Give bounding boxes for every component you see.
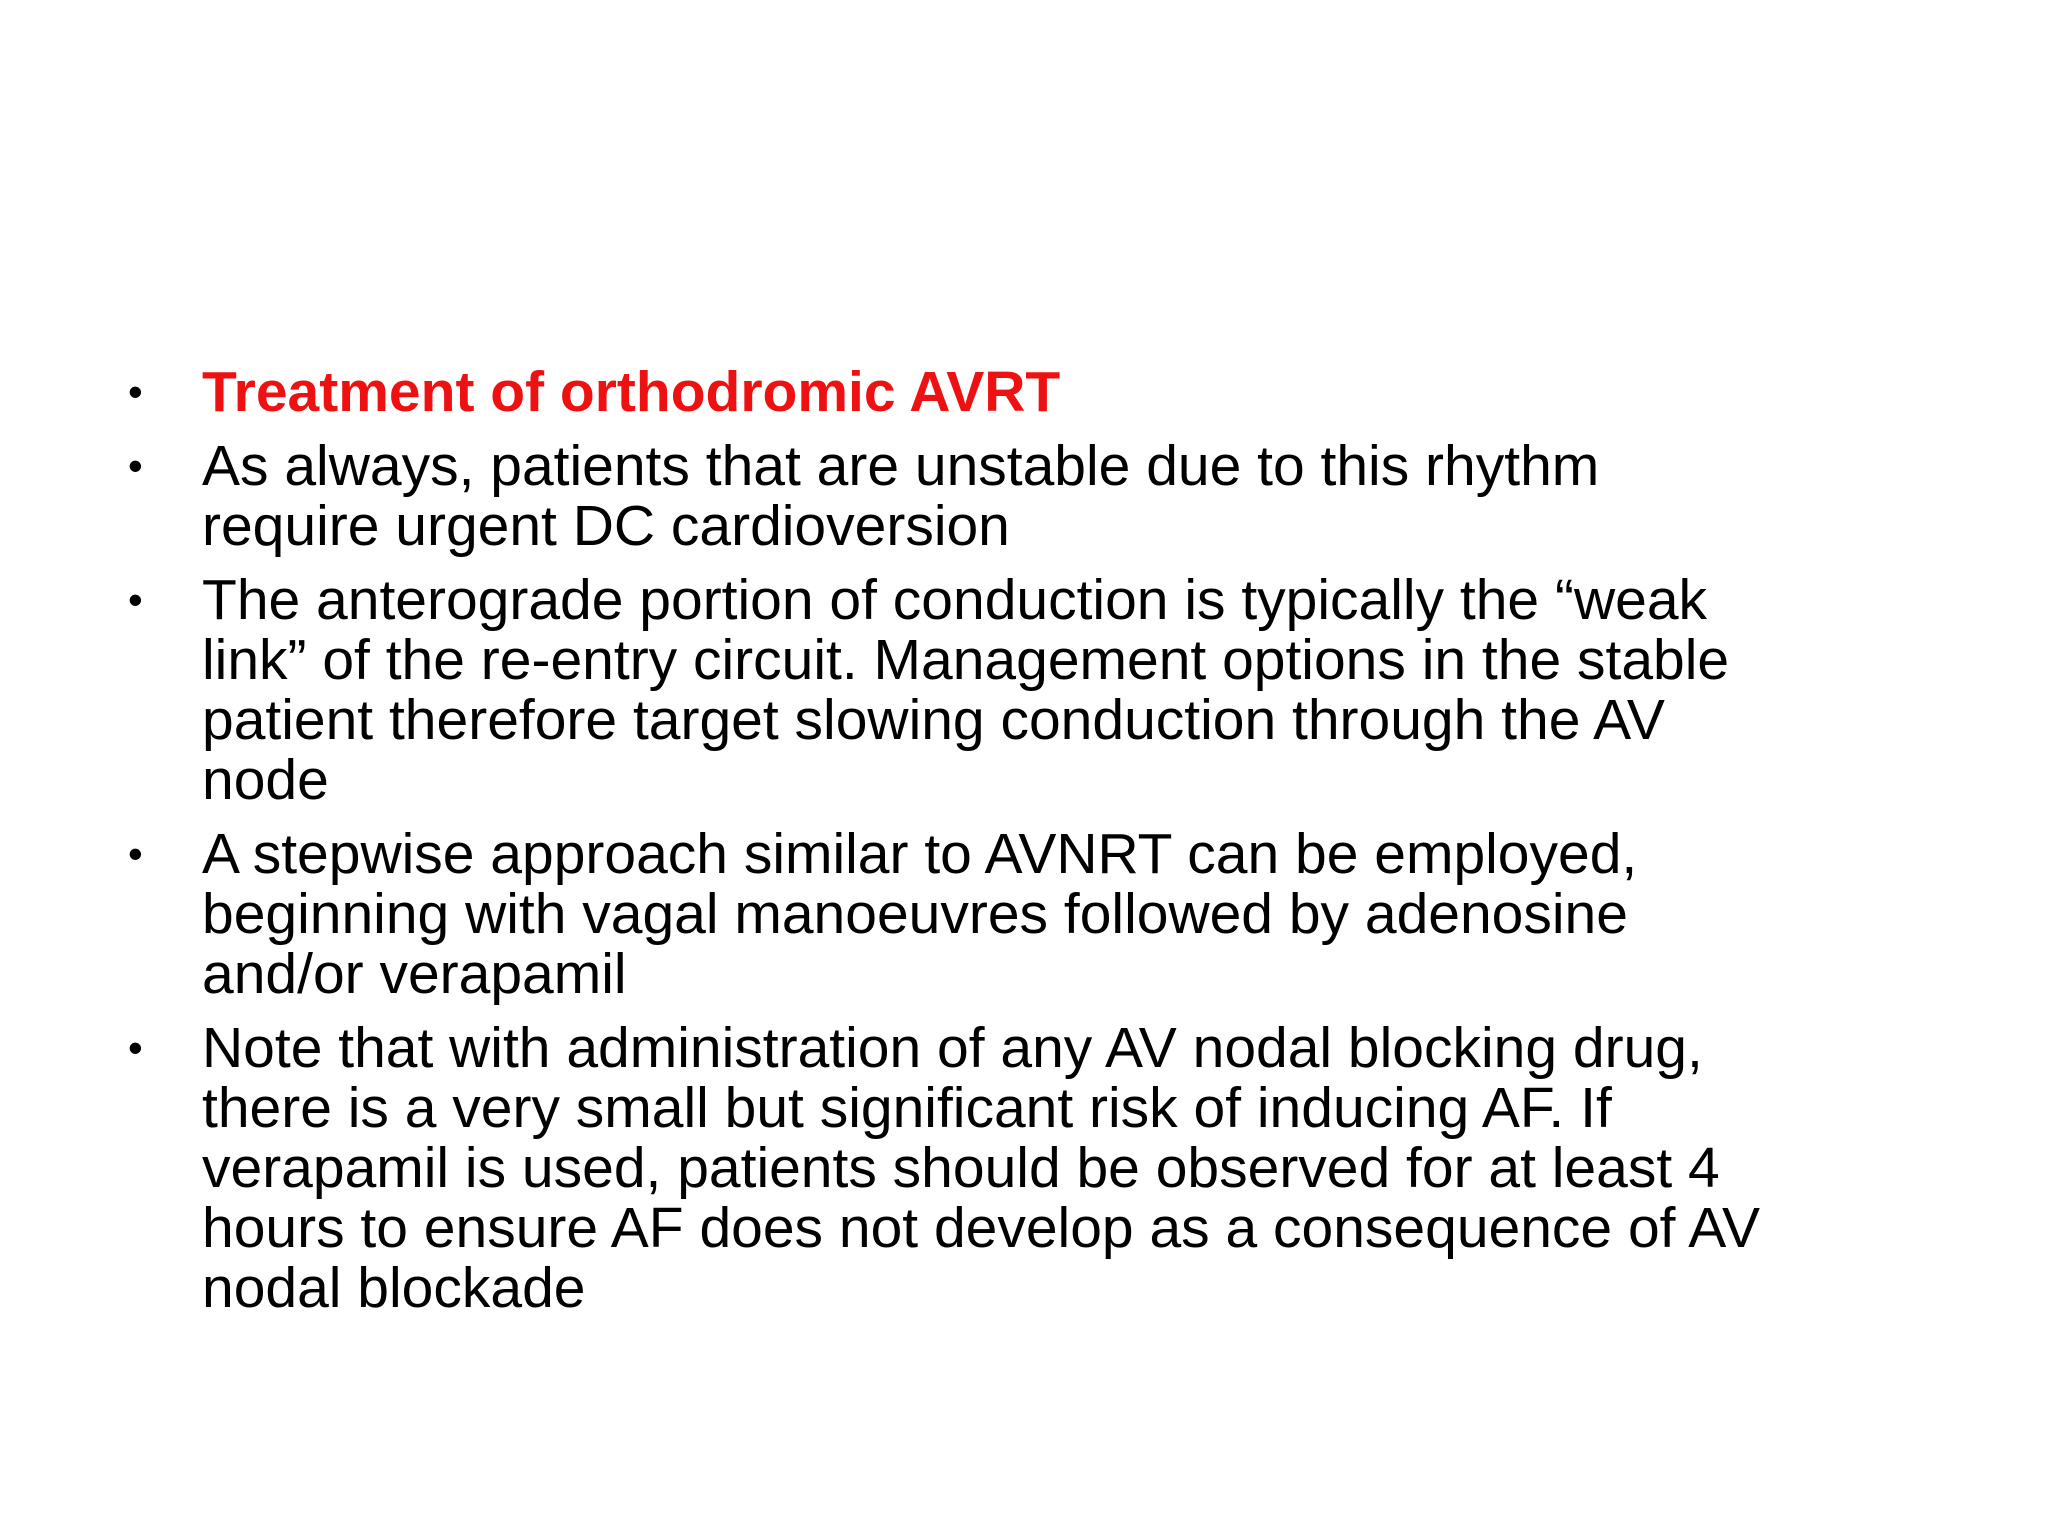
bullet-dot-icon: • bbox=[128, 576, 143, 623]
bullet-item-stepwise bbox=[120, 824, 2000, 1004]
bullet-heading-text: Treatment of orthodromic AVRT bbox=[202, 360, 1061, 424]
bullet-stepwise-text: A stepwise approach similar to AVNRT can be employed, beginning with vagal manoeuvres followed by adenosine and/or verapamil bbox=[202, 822, 1638, 1006]
bullet-dot-icon: • bbox=[128, 830, 143, 877]
bullet-dot-icon: • bbox=[128, 1024, 143, 1071]
bullet-dot-icon: • bbox=[128, 442, 143, 489]
bullet-item-heading bbox=[120, 362, 2000, 422]
bullet-dot-icon: • bbox=[128, 368, 143, 415]
bullet-item-note bbox=[120, 1018, 2000, 1318]
bullet-item-unstable bbox=[120, 436, 2000, 556]
bullet-list bbox=[120, 362, 2000, 1332]
bullet-anterograde-text: The anterograde portion of conduction is typically the “weak link” of the re-entry circuit. Management options in the stable patient therefore target slowing conduction through the AV node bbox=[202, 568, 1730, 812]
bullet-unstable-text: As always, patients that are unstable due to this rhythm require urgent DC cardioversion bbox=[202, 434, 1600, 558]
bullet-item-anterograde bbox=[120, 570, 2000, 810]
bullet-note-text: Note that with administration of any AV nodal blocking drug, there is a very small but significant risk of inducing AF. If verapamil is used, patients should be observed for at least 4 hours to ensure AF does not develop as a consequence of AV nodal blockade bbox=[202, 1016, 1761, 1320]
